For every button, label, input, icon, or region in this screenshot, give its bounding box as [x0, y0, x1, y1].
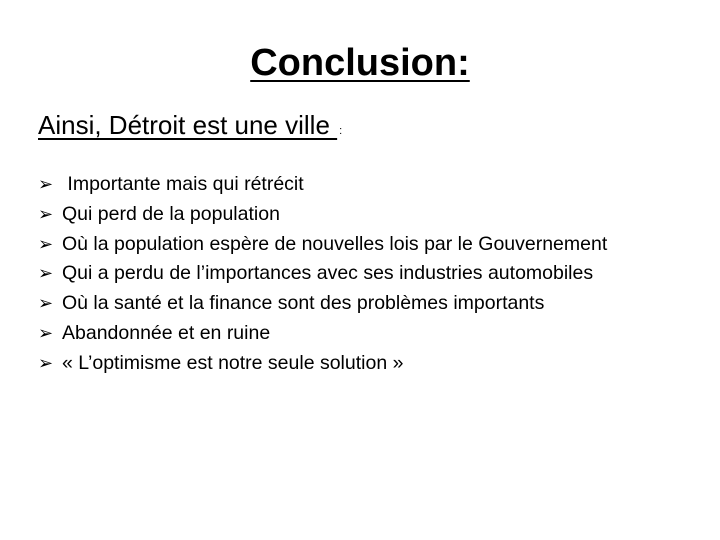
arrow-bullet-icon: ➢: [38, 263, 54, 285]
slide-title-text: Conclusion:: [250, 42, 470, 84]
arrow-bullet-icon: ➢: [38, 322, 54, 344]
arrow-bullet-icon: ➢: [38, 233, 54, 255]
arrow-bullet-icon: ➢: [38, 174, 54, 195]
bullet-text: Qui perd de la population: [62, 202, 280, 225]
arrow-bullet-icon: ➢: [38, 203, 54, 225]
bullet-item: [38, 349, 678, 379]
slide-subtitle-text: Ainsi, Détroit est une ville: [38, 110, 338, 140]
bullet-text: Importante mais qui rétrécit: [62, 173, 304, 195]
bullet-item: [38, 200, 678, 230]
slide-subtitle-colon: :: [339, 125, 343, 137]
bullet-text: « L’optimisme est notre seule solution »: [62, 351, 404, 374]
bullet-text: Qui a perdu de l’importances avec ses industries automobiles: [62, 262, 594, 285]
bullet-item: [38, 170, 678, 200]
bullet-item: [38, 319, 678, 349]
bullet-text: Abandonnée et en ruine: [62, 321, 271, 344]
slide-title: [0, 42, 720, 85]
bullet-text: Où la population espère de nouvelles lois par le Gouvernement: [62, 232, 608, 255]
arrow-bullet-icon: ➢: [38, 293, 54, 315]
bullet-text: Où la santé et la finance sont des problèmes importants: [62, 292, 545, 315]
bullet-list: [38, 170, 678, 379]
arrow-bullet-icon: ➢: [38, 352, 54, 374]
bullet-item: [38, 230, 678, 260]
slide-subtitle: [38, 110, 342, 141]
bullet-item: [38, 289, 678, 319]
bullet-item: [38, 259, 678, 289]
